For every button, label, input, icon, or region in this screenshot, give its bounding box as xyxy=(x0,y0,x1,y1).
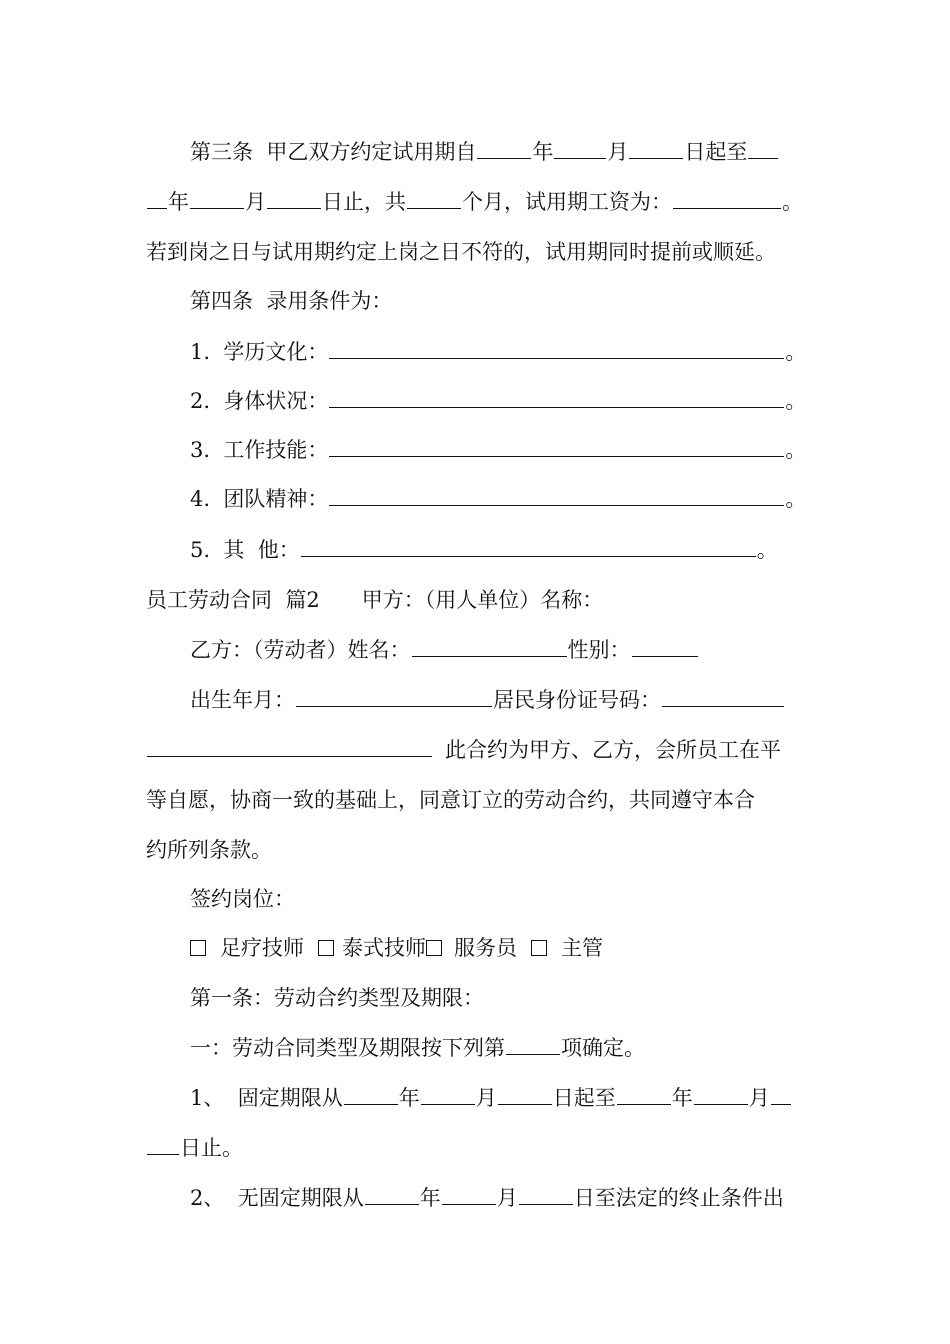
id-label: 居民身份证号码： xyxy=(493,688,661,712)
year-label: 年 xyxy=(532,140,554,164)
intro-line1 xyxy=(0,735,950,765)
birth-label: 出生年月： xyxy=(190,688,295,712)
year-label: 年 xyxy=(419,1186,441,1210)
salary-label: 个月，试用期工资为： xyxy=(462,190,672,214)
blank xyxy=(301,535,756,557)
blank xyxy=(771,1083,791,1105)
blank xyxy=(506,1033,560,1055)
article3-line2 xyxy=(0,187,950,217)
condition-other xyxy=(0,535,950,565)
checkbox[interactable] xyxy=(531,940,547,956)
blank xyxy=(190,187,244,209)
period: 。 xyxy=(782,190,803,214)
fixed-term-label: 1、 固定期限从 xyxy=(190,1086,343,1110)
year-label: 年 xyxy=(671,1086,693,1110)
from-to-label: 日起至 xyxy=(552,1086,616,1110)
clause-text: 项确定。 xyxy=(561,1036,645,1060)
post-options xyxy=(0,933,950,963)
condition-label: 3. 工作技能： xyxy=(190,438,329,462)
blank xyxy=(617,1083,671,1105)
blank xyxy=(673,187,781,209)
fixed-term-line1 xyxy=(0,1083,950,1113)
section-heading: 员工劳动合同 篇2 xyxy=(146,588,320,612)
contract2-heading xyxy=(0,585,950,615)
post-option-label: 服务员 xyxy=(454,936,517,960)
post-option-label: 主管 xyxy=(561,936,603,960)
month-label: 月 xyxy=(496,1186,518,1210)
blank xyxy=(147,735,432,757)
condition-skill xyxy=(0,435,950,465)
period: 。 xyxy=(756,538,778,562)
blank xyxy=(662,685,784,707)
condition-team xyxy=(0,484,950,514)
article3-title: 第三条 甲乙双方约定试用期自 xyxy=(190,140,477,164)
until-label: 日止。 xyxy=(180,1136,243,1160)
post-option-label: 足疗技师 xyxy=(220,936,304,960)
article3-line1 xyxy=(0,137,950,167)
article1-title: 第一条：劳动合约类型及期限： xyxy=(190,986,484,1010)
intro-text: 此合约为甲方、乙方，会所员工在平 xyxy=(445,738,781,762)
blank xyxy=(344,1083,398,1105)
blank xyxy=(267,187,321,209)
checkbox[interactable] xyxy=(190,940,206,956)
condition-health xyxy=(0,386,950,416)
blank xyxy=(421,1083,475,1105)
condition-label: 5. 其 他： xyxy=(190,538,300,562)
clause1 xyxy=(0,1033,950,1063)
blank xyxy=(554,137,606,159)
blank xyxy=(412,635,567,657)
article4-title: 第四条 录用条件为： xyxy=(190,289,393,313)
blank xyxy=(329,386,784,408)
condition-label: 1. 学历文化： xyxy=(190,340,329,364)
month-label: 月 xyxy=(607,140,629,164)
blank xyxy=(632,635,698,657)
blank xyxy=(407,187,461,209)
period: 。 xyxy=(785,487,807,511)
month-label: 月 xyxy=(245,190,266,214)
blank xyxy=(329,337,784,359)
party-b-line xyxy=(0,635,950,665)
blank xyxy=(329,484,784,506)
intro-line3: 约所列条款。 xyxy=(146,838,272,862)
checkbox[interactable] xyxy=(426,940,442,956)
blank xyxy=(629,137,683,159)
month-label: 月 xyxy=(748,1086,770,1110)
post-title: 签约岗位： xyxy=(190,887,295,911)
blank xyxy=(329,435,784,457)
clause-text: 一：劳动合同类型及期限按下列第 xyxy=(190,1036,505,1060)
nofixed-term-text: 日至法定的终止条件出 xyxy=(573,1186,784,1210)
blank xyxy=(748,137,778,159)
party-a-label: 甲方：（用人单位）名称： xyxy=(361,588,604,612)
until-label: 日止，共 xyxy=(322,190,406,214)
blank xyxy=(147,1133,179,1155)
intro-line2: 等自愿，协商一致的基础上，同意订立的劳动合约，共同遵守本合 xyxy=(146,788,755,812)
period: 。 xyxy=(785,438,807,462)
blank xyxy=(365,1183,419,1205)
birth-id-line xyxy=(0,685,950,715)
period: 。 xyxy=(785,340,807,364)
blank xyxy=(442,1183,496,1205)
post-option-label: 泰式技师 xyxy=(342,936,426,960)
year-label: 年 xyxy=(168,190,189,214)
condition-label: 2. 身体状况： xyxy=(190,389,329,413)
checkbox[interactable] xyxy=(318,940,334,956)
blank xyxy=(147,187,167,209)
gender-label: 性别： xyxy=(567,638,631,662)
condition-education xyxy=(0,337,950,367)
party-b-label: 乙方：（劳动者）姓名： xyxy=(190,638,411,662)
nofixed-term-line xyxy=(0,1183,950,1213)
from-to-label: 日起至 xyxy=(684,140,748,164)
nofixed-term-label: 2、 无固定期限从 xyxy=(190,1186,364,1210)
blank xyxy=(296,685,492,707)
month-label: 月 xyxy=(475,1086,497,1110)
year-label: 年 xyxy=(398,1086,420,1110)
blank xyxy=(498,1083,552,1105)
article3-line3: 若到岗之日与试用期约定上岗之日不符的，试用期同时提前或顺延。 xyxy=(146,240,776,264)
period: 。 xyxy=(785,389,807,413)
blank xyxy=(477,137,531,159)
fixed-term-line2 xyxy=(0,1133,950,1163)
blank xyxy=(519,1183,573,1205)
condition-label: 4. 团队精神： xyxy=(190,487,329,511)
blank xyxy=(694,1083,748,1105)
